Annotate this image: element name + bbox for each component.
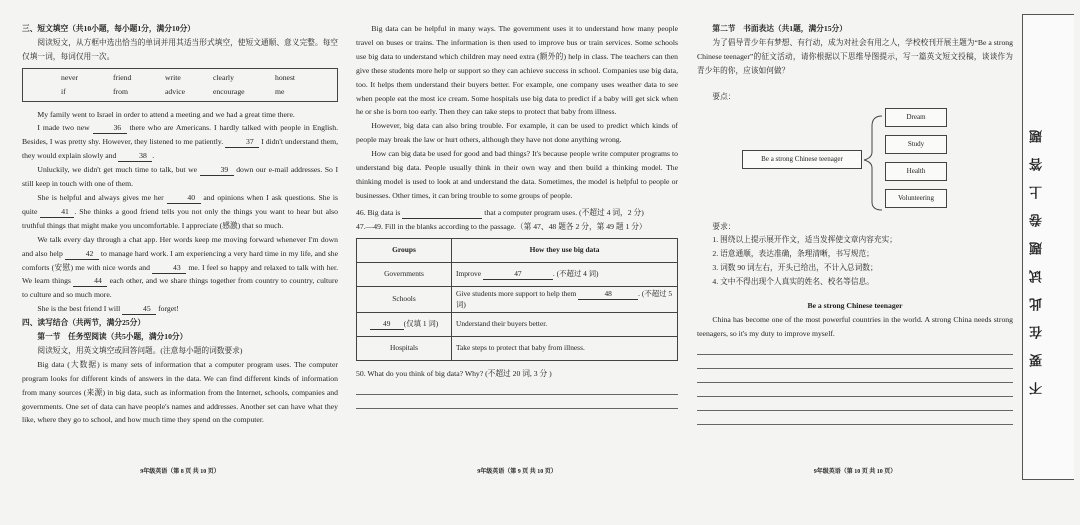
requirement: 1. 围绕以上提示展开作文，适当发挥使文章内容充实； — [712, 235, 897, 245]
cell-usage: Improve 47 . (不超过 4 词) — [452, 262, 678, 286]
cell-group: Schools — [357, 286, 452, 312]
answer-line[interactable] — [697, 369, 1013, 383]
cell-group: Governments — [357, 262, 452, 286]
brace-icon — [862, 108, 886, 218]
section4-title: 四、读写结合（共两节，满分25分） — [22, 318, 146, 328]
paragraph: My family went to Israel in order to attend a meeting and we had a great time there. — [37, 109, 295, 119]
page-9 — [356, 22, 678, 409]
paragraph: How can big data be used for good and bad things? It's because people write computer programs to understand big data. People usually think in their own way and then build a thinking model. The thinking model is used to look at and understand the data. Sometimes, the model is helpful to people or businesses. Other times, it can bring trouble to some groups of people. — [356, 149, 678, 200]
answer-line[interactable] — [697, 397, 1013, 411]
paragraph: Unluckily, we didn't get much time to talk, but we 39 down our e-mail addresses. So I still keep in touch with one of them. — [22, 165, 339, 189]
do-not-answer-notice: 不要在此试题卷上答题 — [1030, 115, 1045, 395]
question-50: 50. What do you think of big data? Why? (不超过 20 词, 3 分 ) — [356, 368, 552, 378]
binding-strip — [1022, 14, 1074, 480]
blank-43[interactable]: 43 — [152, 263, 186, 274]
word: encourage — [213, 86, 245, 96]
big-data-table — [356, 238, 678, 361]
answer-line[interactable] — [697, 383, 1013, 397]
page-8 — [22, 22, 338, 427]
blank-38[interactable]: 38 — [118, 151, 152, 162]
word: friend — [113, 72, 132, 82]
paragraph: She is the best friend I will 45 forget! — [37, 304, 179, 314]
cell-group: 49 (仅填 1 词) — [357, 312, 452, 336]
word: clearly — [213, 72, 234, 82]
word: me — [275, 86, 285, 96]
answer-line[interactable] — [697, 341, 1013, 355]
question-46: 46. Big data is that a computer program uses. (不超过 4 词，2 分) — [356, 207, 644, 217]
answer-line[interactable] — [697, 355, 1013, 369]
blank-47[interactable]: 47 — [483, 269, 553, 280]
header-groups: Groups — [357, 238, 452, 262]
mindmap-branch: Health — [885, 162, 947, 181]
essay-start: China has become one of the most powerful countries in the world. A strong China needs strong teenagers, so it's my duty to improve myself. — [697, 314, 1013, 338]
part1-instructions: 阅读短文，用英文填空或回答问题。(注意每小题的词数要求) — [37, 345, 243, 355]
cell-usage: Take steps to protect that baby from illness. — [452, 336, 678, 360]
table-row — [357, 336, 678, 360]
table-row — [357, 312, 678, 336]
blank-40[interactable]: 40 — [167, 193, 201, 204]
blank-39[interactable]: 39 — [200, 165, 234, 176]
word: if — [61, 86, 66, 96]
blank-41[interactable]: 41 — [40, 207, 74, 218]
section3-title: 三、短文填空（共10小题，每小题1分，满分10分） — [22, 24, 195, 33]
question-47-49: 47.—49. Fill in the blanks according to the passage.（第 47、48 题各 2 分，第 49 题 1 分） — [356, 221, 647, 231]
section3-instructions: 阅读短文，从方框中选出恰当的单词并用其适当形式填空，使短文通顺、意义完整。每空仅填一词，每词仅用一次。 — [22, 37, 338, 61]
blank-49[interactable]: 49 — [370, 319, 404, 330]
requirement: 4. 文中不得出现个人真实的姓名、校名等信息。 — [712, 277, 874, 287]
word: advice — [165, 86, 186, 96]
paragraph: She is helpful and always gives me her 40 and opinions when I ask questions. She is quite 41 . She thinks a good friend tells you not only the things you want to hear but also truthful things that might make you uncomfortable. I appreciate (感激) that so much. — [22, 192, 339, 230]
answer-46[interactable] — [402, 208, 482, 219]
mindmap-center: Be a strong Chinese teenager — [742, 150, 862, 169]
word: honest — [275, 72, 296, 82]
paragraph: I made two new 36 there who are Americans. I hardly talked with people in English. Besides, I was pretty shy. However, they listened to me patiently. 37 I didn't understand them, they would explain slowly and 38 . — [22, 123, 339, 161]
part1-title: 第一节 任务型阅读（共5小题，满分10分） — [37, 332, 188, 342]
requirement: 3. 词数 90 词左右，开头已给出，不计入总词数； — [712, 263, 878, 273]
points-label: 要点： — [712, 91, 736, 101]
blank-45[interactable]: 45 — [122, 304, 156, 315]
table-row — [357, 262, 678, 286]
table-row — [357, 286, 678, 312]
cell-group: Hospitals — [357, 336, 452, 360]
mindmap-branch: Volunteering — [885, 189, 947, 208]
essay-title: Be a strong Chinese teenager — [807, 301, 903, 311]
word: write — [165, 72, 181, 82]
mindmap-branch: Study — [885, 135, 947, 154]
word: from — [113, 86, 128, 96]
blank-44[interactable]: 44 — [73, 276, 107, 287]
cell-usage: Understand their buyers better. — [452, 312, 678, 336]
writing-instructions: 为了倡导青少年有梦想、有行动，成为对社会有用之人，学校校刊开展主题为“Be a strong Chinese teenager”的征文活动，请你根据以下思维导图提示，写一篇英文短文投稿，谈谈作为青少年的你，应该如何做？ — [697, 37, 1013, 75]
requirements-label: 要求： — [712, 221, 736, 231]
page-footer: 9年级英语（第 8 页 共 10 页） — [140, 469, 220, 475]
page-footer: 9年级英语（第 9 页 共 10 页） — [477, 469, 557, 475]
answer-line[interactable] — [356, 395, 678, 409]
paragraph: Big data can be helpful in many ways. The government uses it to understand how many people travel on buses or trains. The information is then used to improve bus or train services. Some schools use big data to understand which children may need extra (额外的) help in class. The teachers can then give these students more help or support so they can achieve success in school. Companies use big data, too. It helps them understand their buyers better. For example, one company uses weather data to see when people eat the most ice cream. Some hospitals use big data to predict if a baby will get sick when he or she is born too early. Then they can take steps to protect that baby from illness. — [356, 24, 678, 117]
page-footer: 9年级英语（第 10 页 共 10 页） — [813, 469, 897, 475]
blank-42[interactable]: 42 — [65, 249, 99, 260]
blank-48[interactable]: 48 — [578, 289, 638, 300]
requirement: 2. 语意通顺，表达准确，条理清晰，书写规范； — [712, 249, 874, 259]
header-usage: How they use big data — [452, 238, 678, 262]
paragraph: However, big data can also bring trouble. For example, it can be used to predict which kinds of people may break the law or hurt others, although they have not done anything wrong. — [356, 121, 678, 145]
mind-map — [697, 108, 1013, 220]
paragraph: We talk every day through a chat app. Her words keep me moving forward whenever I'm down and also help 42 to manage hard work. I am experiencing a very hard time in my life, and she comforts (安慰) me with nice words and 43 me. I feel so happy and relaxed to talk with her. We learn things 44 each other, and we share things together from country to country, culture to culture and so much more. — [22, 234, 339, 300]
answer-line[interactable] — [697, 411, 1013, 425]
part2-title: 第二节 书面表达（共1题，满分15分） — [712, 24, 847, 33]
blank-36[interactable]: 36 — [93, 123, 127, 134]
blank-37[interactable]: 37 — [225, 137, 259, 148]
paragraph: Big data (大数据) is many sets of information that a computer program uses. The computer program looks for different kinds of answers in the data. We can find different kinds of information from many sources (来源) in big data, such as information from the Internet, schools, companies and governments. One set of data can have people's names and addresses. Another set can have what they like, where they go to school, and how much time they spend on the computer. — [22, 359, 338, 425]
mindmap-branch: Dream — [885, 108, 947, 127]
word: never — [61, 72, 79, 82]
word-box — [22, 68, 338, 102]
page-10 — [697, 22, 1013, 425]
cell-usage: Give students more support to help them 48 . (不超过 5 词) — [452, 286, 678, 312]
answer-line[interactable] — [356, 381, 678, 395]
